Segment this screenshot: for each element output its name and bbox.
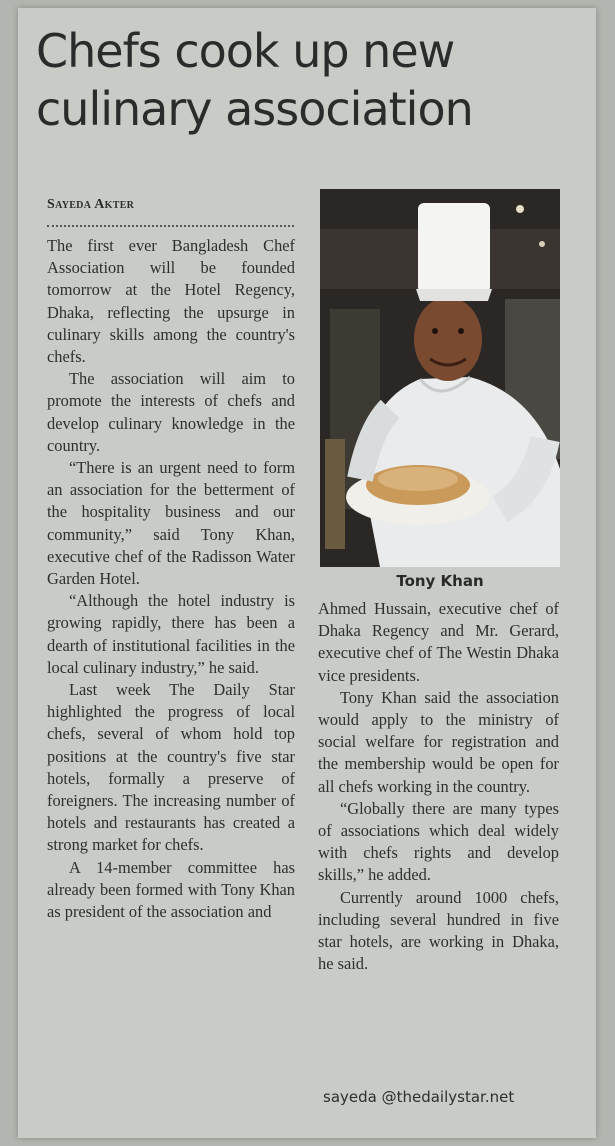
paragraph: Last week The Daily Star highlighted the progress of local chefs, several of whom hold top positions at the country's five star hotels, formally a preserve of foreigners. The increasing number of hotels and restaurants has created a strong market for chefs. bbox=[47, 680, 295, 855]
paragraph: The first ever Bangladesh Chef Association will be founded tomorrow at the Hotel Regency, Dhaka, reflecting the upsurge in culinary skills among the country's chefs. bbox=[47, 236, 295, 367]
photo-caption: Tony Khan bbox=[396, 572, 484, 590]
headline bbox=[36, 22, 576, 138]
paragraph: Ahmed Hussain, executive chef of Dhaka Regency and Mr. Gerard, executive chef of The Westin Dhaka vice presidents. bbox=[318, 599, 559, 685]
paragraph: A 14-member committee has already been formed with Tony Khan as president of the association and bbox=[47, 857, 295, 922]
headline-line-2: culinary association bbox=[36, 82, 473, 136]
paragraph: “Although the hotel industry is growing rapidly, there has been a dearth of institutional facilities in the local culinary industry,” he said. bbox=[47, 591, 295, 677]
byline: Sayeda Akter bbox=[47, 197, 135, 212]
article-column-2 bbox=[318, 598, 559, 975]
byline-divider bbox=[47, 225, 294, 227]
paragraph: “There is an urgent need to form an association for the betterment of the hospitality business and our community,” said Tony Khan, executive chef of the Radisson Water Garden Hotel. bbox=[47, 458, 295, 589]
paragraph: Tony Khan said the association would apply to the ministry of social welfare for registration and the membership would be open for all chefs working in the country. bbox=[318, 687, 559, 796]
author-email: sayeda @thedailystar.net bbox=[323, 1088, 515, 1106]
chef-photo-illustration bbox=[320, 189, 560, 567]
paragraph: “Globally there are many types of associations which deal widely with chefs rights and develop skills,” he added. bbox=[318, 798, 559, 885]
article-column-1 bbox=[47, 235, 295, 923]
paragraph: Currently around 1000 chefs, including several hundred in five star hotels, are working in Dhaka, he said. bbox=[318, 887, 559, 974]
chef-photo bbox=[320, 189, 560, 567]
headline-line-1: Chefs cook up new bbox=[36, 24, 455, 78]
paragraph: The association will aim to promote the interests of chefs and develop culinary knowledge in the country. bbox=[47, 369, 295, 455]
